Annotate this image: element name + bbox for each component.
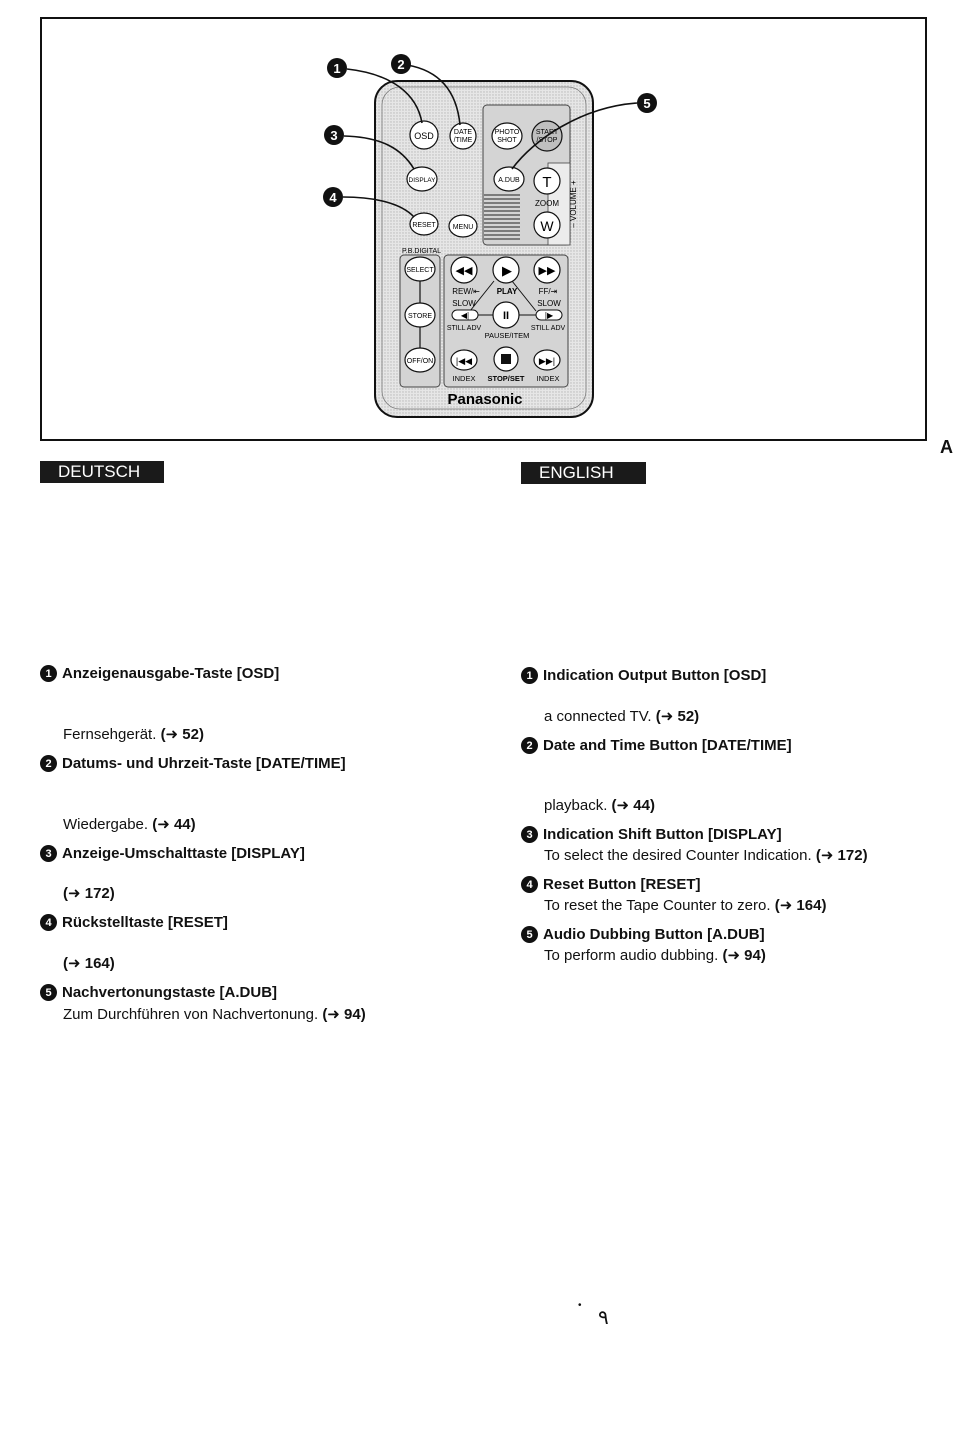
index-rev-button[interactable] [451, 350, 477, 370]
callout-1 [327, 58, 347, 78]
svg-text:SLOW: SLOW [537, 299, 561, 308]
svg-text:II: II [502, 310, 510, 322]
svg-text:◀|: ◀| [460, 311, 470, 320]
remote-control-illustration [42, 19, 925, 439]
en-item-2-heading [521, 737, 792, 754]
svg-text:|◀◀: |◀◀ [455, 356, 473, 366]
svg-text:STILL ADV: STILL ADV [530, 325, 566, 332]
svg-text:DISPLAY: DISPLAY [408, 177, 436, 184]
en-item-2-text: playback. [544, 797, 608, 814]
menu-button[interactable] [449, 215, 477, 237]
number-badge: 3 [521, 826, 538, 843]
de-item-4-body [63, 954, 115, 972]
de-item-1-text: Fernsehgerät. [63, 726, 157, 743]
svg-text:W: W [540, 218, 554, 234]
svg-text:2: 2 [397, 57, 405, 72]
en-item-3-title: Indication Shift Button [DISPLAY] [543, 826, 782, 843]
en-item-4-title: Reset Button [RESET] [543, 876, 701, 893]
pb-digital-label: P.B.DIGITAL [402, 248, 442, 255]
svg-text:3: 3 [330, 128, 338, 143]
svg-text:INDEX: INDEX [452, 374, 476, 383]
svg-text:FF/⇥: FF/⇥ [538, 287, 558, 296]
de-item-1-heading [40, 665, 279, 682]
en-item-3-text: To select the desired Counter Indication. [544, 847, 812, 864]
callout-5 [637, 93, 657, 113]
en-item-4-heading [521, 876, 701, 893]
de-item-5-ref: (➜ 94) [322, 1006, 366, 1023]
number-badge: 5 [40, 984, 57, 1001]
store-button[interactable] [405, 303, 435, 327]
svg-text:SHOT: SHOT [497, 137, 517, 144]
off-on-button[interactable] [405, 348, 435, 372]
osd-button[interactable] [410, 121, 438, 149]
display-button[interactable] [407, 167, 437, 191]
tab-deutsch: DEUTSCH [40, 461, 164, 483]
en-item-5-heading [521, 926, 765, 943]
en-item-5-title: Audio Dubbing Button [A.DUB] [543, 926, 765, 943]
number-badge: 3 [40, 845, 57, 862]
svg-text:▶: ▶ [502, 263, 512, 278]
en-item-4-ref: (➜ 164) [774, 897, 827, 914]
slow-rev-button[interactable] [452, 310, 478, 320]
svg-text:PHOTO: PHOTO [494, 129, 520, 136]
svg-text:PAUSE/ITEM: PAUSE/ITEM [484, 331, 530, 340]
en-item-5-body [544, 946, 766, 964]
de-item-4-title: Rückstelltaste [RESET] [62, 914, 228, 931]
de-item-5-text: Zum Durchführen von Nachvertonung. [63, 1006, 319, 1023]
de-item-3-title: Anzeige-Umschalttaste [DISPLAY] [62, 845, 305, 862]
number-badge: 5 [521, 926, 538, 943]
svg-text:4: 4 [329, 190, 337, 205]
index-fwd-button[interactable] [534, 350, 560, 370]
number-badge: 4 [40, 914, 57, 931]
figure-frame [40, 17, 927, 441]
de-item-2-heading [40, 755, 346, 772]
number-badge: 2 [521, 737, 538, 754]
svg-text:|▶: |▶ [544, 311, 554, 320]
svg-text:INDEX: INDEX [536, 374, 560, 383]
rew-button[interactable] [451, 257, 477, 283]
slow-fwd-button[interactable] [536, 310, 562, 320]
callout-2 [391, 54, 411, 74]
en-item-1-ref: (➜ 52) [655, 708, 700, 725]
svg-text:STILL ADV: STILL ADV [446, 325, 482, 332]
zoom-w-button[interactable] [534, 212, 560, 238]
en-item-4-text: To reset the Tape Counter to zero. [544, 897, 771, 914]
de-item-5-heading [40, 984, 277, 1001]
svg-text:5: 5 [643, 96, 651, 111]
en-item-2-ref: (➜ 44) [611, 797, 655, 814]
svg-text:/TIME: /TIME [453, 137, 473, 144]
svg-text:A.DUB: A.DUB [498, 177, 520, 184]
de-item-4-heading [40, 914, 228, 931]
svg-text:STORE: STORE [408, 313, 432, 320]
select-button[interactable] [405, 257, 435, 281]
number-badge: 4 [521, 876, 538, 893]
de-item-5-title: Nachvertonungstaste [A.DUB] [62, 984, 278, 1001]
svg-text:REW/⇤: REW/⇤ [452, 287, 480, 296]
stray-dot: • [578, 1300, 582, 1311]
svg-text:PLAY: PLAY [496, 287, 518, 296]
de-item-1-body [63, 725, 204, 743]
de-item-2-title: Datums- und Uhrzeit-Taste [DATE/TIME] [62, 755, 346, 772]
corner-mark: A [940, 437, 953, 457]
de-item-4-ref: (➜ 164) [63, 955, 115, 972]
svg-text:RESET: RESET [412, 222, 436, 229]
callout-4 [323, 187, 343, 207]
svg-text:T: T [542, 174, 552, 191]
de-item-3-heading [40, 845, 305, 862]
en-item-1-title: Indication Output Button [OSD] [543, 667, 767, 684]
zoom-t-button[interactable] [534, 168, 560, 194]
svg-text:DATE: DATE [453, 129, 473, 136]
en-item-2-title: Date and Time Button [DATE/TIME] [543, 737, 792, 754]
volume-label: – VOLUME + [569, 180, 578, 228]
tab-english: ENGLISH [521, 462, 646, 484]
brand-logo: Panasonic [447, 391, 523, 408]
en-item-1-heading [521, 667, 766, 684]
callout-3 [324, 125, 344, 145]
svg-text:▶▶|: ▶▶| [538, 356, 556, 366]
a-dub-button[interactable] [494, 167, 524, 191]
pause-button[interactable] [493, 302, 519, 328]
de-item-1-title: Anzeigenausgabe-Taste [OSD] [62, 665, 280, 682]
svg-text:/STOP: /STOP [536, 137, 558, 144]
svg-text:1: 1 [333, 61, 341, 76]
number-badge: 1 [40, 665, 57, 682]
photo-shot-button[interactable] [492, 123, 522, 149]
play-button[interactable] [493, 257, 519, 283]
zoom-label: ZOOM [535, 199, 559, 208]
number-badge: 1 [521, 667, 538, 684]
stop-button[interactable] [494, 347, 518, 371]
de-item-5-body [63, 1005, 366, 1023]
en-item-4-body [544, 896, 826, 914]
svg-text:OSD: OSD [414, 131, 434, 141]
svg-text:MENU: MENU [452, 224, 474, 231]
number-badge: 2 [40, 755, 57, 772]
en-item-3-ref: (➜ 172) [815, 847, 868, 864]
en-item-3-body [544, 846, 868, 864]
de-item-2-text: Wiedergabe. [63, 816, 149, 833]
en-item-3-heading [521, 826, 782, 843]
svg-text:OFF/ON: OFF/ON [406, 358, 434, 365]
svg-text:STOP/SET: STOP/SET [487, 374, 525, 383]
svg-text:SLOW: SLOW [452, 299, 476, 308]
svg-text:SELECT: SELECT [406, 267, 434, 274]
en-item-1-text: a connected TV. [544, 708, 652, 725]
en-item-5-text: To perform audio dubbing. [544, 947, 719, 964]
svg-text:START: START [535, 129, 559, 136]
en-item-5-ref: (➜ 94) [722, 947, 766, 964]
de-item-2-body [63, 815, 196, 833]
de-item-3-ref: (➜ 172) [63, 885, 115, 902]
de-item-2-ref: (➜ 44) [152, 816, 196, 833]
de-item-1-ref: (➜ 52) [160, 726, 204, 743]
en-item-1-body [544, 707, 699, 725]
en-item-2-body [544, 796, 655, 814]
svg-text:◀◀: ◀◀ [455, 265, 473, 277]
ff-button[interactable] [534, 257, 560, 283]
svg-text:▶▶: ▶▶ [538, 265, 556, 277]
date-time-button[interactable] [450, 123, 476, 149]
de-item-3-body [63, 884, 115, 902]
page-mark: ٩ [598, 1307, 609, 1329]
